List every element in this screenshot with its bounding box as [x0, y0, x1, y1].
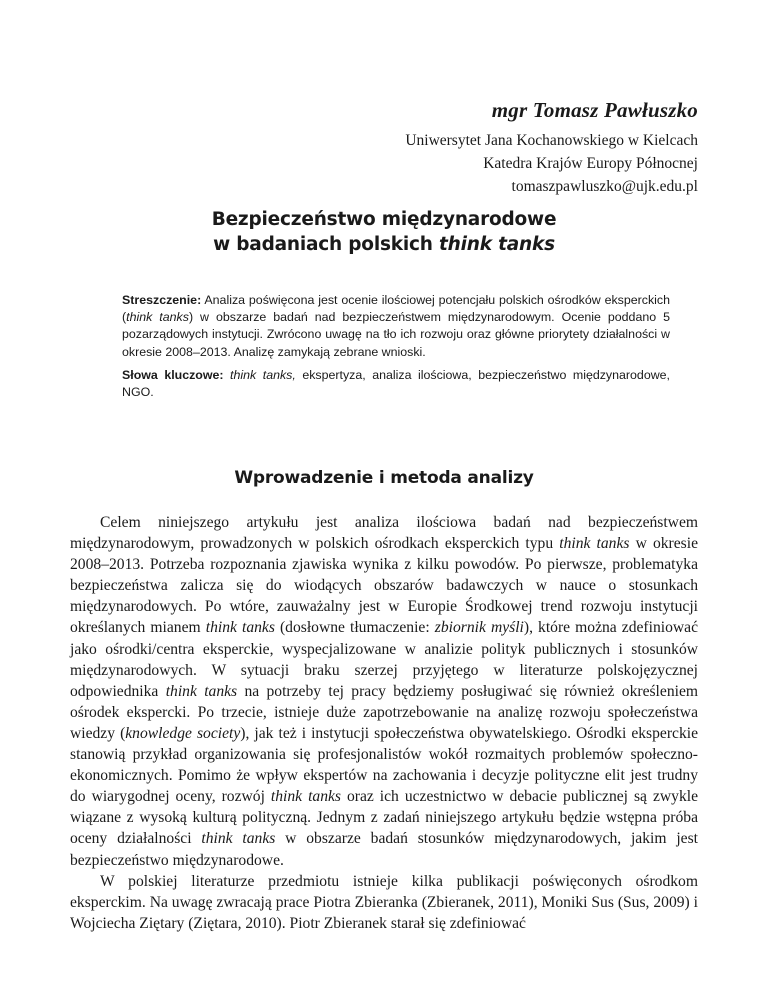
p1-text-4: ), które można zdefiniować jako ośrodki/centra eksperckie, wyspecjalizowane w analizie polityk publicznych i stosunków międzynarodowych. W sytuacji braku szerzej przyjętego w literaturze polskojęzycznej odpowiednika: [70, 619, 698, 700]
abstract-block: [122, 292, 670, 407]
body-text: [70, 512, 698, 934]
title-line-1: Bezpieczeństwo międzynarodowe: [211, 209, 557, 230]
author-department: Katedra Krajów Europy Północnej: [483, 155, 698, 172]
paragraph-2: W polskiej literaturze przedmiotu istnieje kilka publikacji poświęconych ośrodkom eksperckim. Na uwagę zwracają prace Piotra Zbieranka (Zbieranek, 2011), Moniki Sus (Sus, 2009) i Wojciecha Ziętary (Ziętara, 2010). Piotr Zbieranek starał się zdefiniować: [70, 872, 698, 932]
p1-italic-5: knowledge society: [125, 724, 241, 742]
abstract-label: Streszczenie:: [122, 293, 202, 307]
p1-italic-4: think tanks: [165, 682, 238, 700]
p1-italic-3: zbiornik myśli: [434, 619, 524, 637]
abstract-italic-1: think tanks: [126, 310, 189, 325]
p1-italic-7: think tanks: [201, 830, 276, 848]
title-line-2-italic: think tanks: [439, 234, 555, 255]
keywords-text-1: ekspertyza, analiza ilościowa, bezpieczeństwo międzynarodowe, NGO.: [122, 367, 670, 400]
p1-text-8: w obszarze badań stosunków międzynarodowych, jakim jest bezpieczeństwo międzynarodowe.: [70, 830, 698, 869]
author-name: mgr Tomasz Pawłuszko: [491, 98, 698, 122]
author-block: [405, 98, 698, 198]
p1-italic-6: think tanks: [270, 788, 341, 806]
p1-text-5: na potrzeby tej pracy będziemy posługiwać się również określeniem ośrodek ekspercki. Po trzecie, istnieje duże zapotrzebowanie na analizę rozwoju społeczeństwa wiedzy (: [70, 682, 698, 742]
p1-text-1: Celem niniejszego artykułu jest analiza ilościowa badań nad bezpieczeństwem międzynarodowym, prowadzonych w polskich ośrodkach eksperckich typu: [70, 514, 698, 553]
author-university: Uniwersytet Jana Kochanowskiego w Kielcach: [405, 132, 698, 149]
keywords-label: Słowa kluczowe:: [122, 367, 224, 382]
abstract-text-1: Analiza poświęcona jest ocenie ilościowej potencjału polskich ośrodków eksperckich (: [122, 293, 670, 325]
title-line-2: [0, 232, 768, 257]
keywords-italic-1: think tanks,: [223, 367, 296, 382]
p1-text-2: w okresie 2008–2013. Potrzeba rozpoznania zjawiska wynika z kilku powodów. Po pierwsze, problematyka bezpieczeństwa zalicza się do wiodących obszarów badawczych w nauce o stosunkach międzynarodowych. Po wtóre, zauważalny jest w Europie Środkowej trend rozwoju instytucji określanych mianem: [70, 535, 698, 637]
title-line-2-prefix: w badaniach polskich: [213, 234, 439, 255]
article-title: [0, 207, 768, 257]
p1-text-3: (dosłowne tłumaczenie:: [274, 619, 435, 637]
section-heading: Wprowadzenie i metoda analizy: [234, 468, 534, 488]
abstract: [122, 292, 670, 361]
abstract-text-2: ) w obszarze badań nad bezpieczeństwem międzynarodowym. Ocenie poddano 5 pozarządowych instytucji. Zwrócono uwagę na tło ich rozwoju oraz główne priorytety działalności w okresie 2008–2013. Analizę zamykają zebrane wnioski.: [122, 310, 670, 359]
p1-text-7: oraz ich uczestnictwo w debacie publicznej są zwykle wiązane z wysoką kulturą polityczną. Jednym z zadań niniejszego artykułu będzie wstępna próba oceny działalności: [70, 788, 698, 848]
keywords: [122, 367, 670, 401]
paragraph-1: [70, 512, 698, 871]
p1-text-6: ), jak też i instytucji społeczeństwa obywatelskiego. Ośrodki eksperckie stanowią przykład organizowania się profesjonalistów wokół rozmaitych problemów społeczno-ekonomicznych. Pomimo że wpływ ekspertów na zachowania i decyzje polityczne elit jest trudny do wiarygodnej oceny, rozwój: [70, 724, 698, 806]
p1-italic-2: think tanks: [205, 619, 275, 637]
p1-italic-1: think tanks: [559, 535, 630, 553]
author-email: tomaszpawluszko@ujk.edu.pl: [511, 178, 698, 195]
